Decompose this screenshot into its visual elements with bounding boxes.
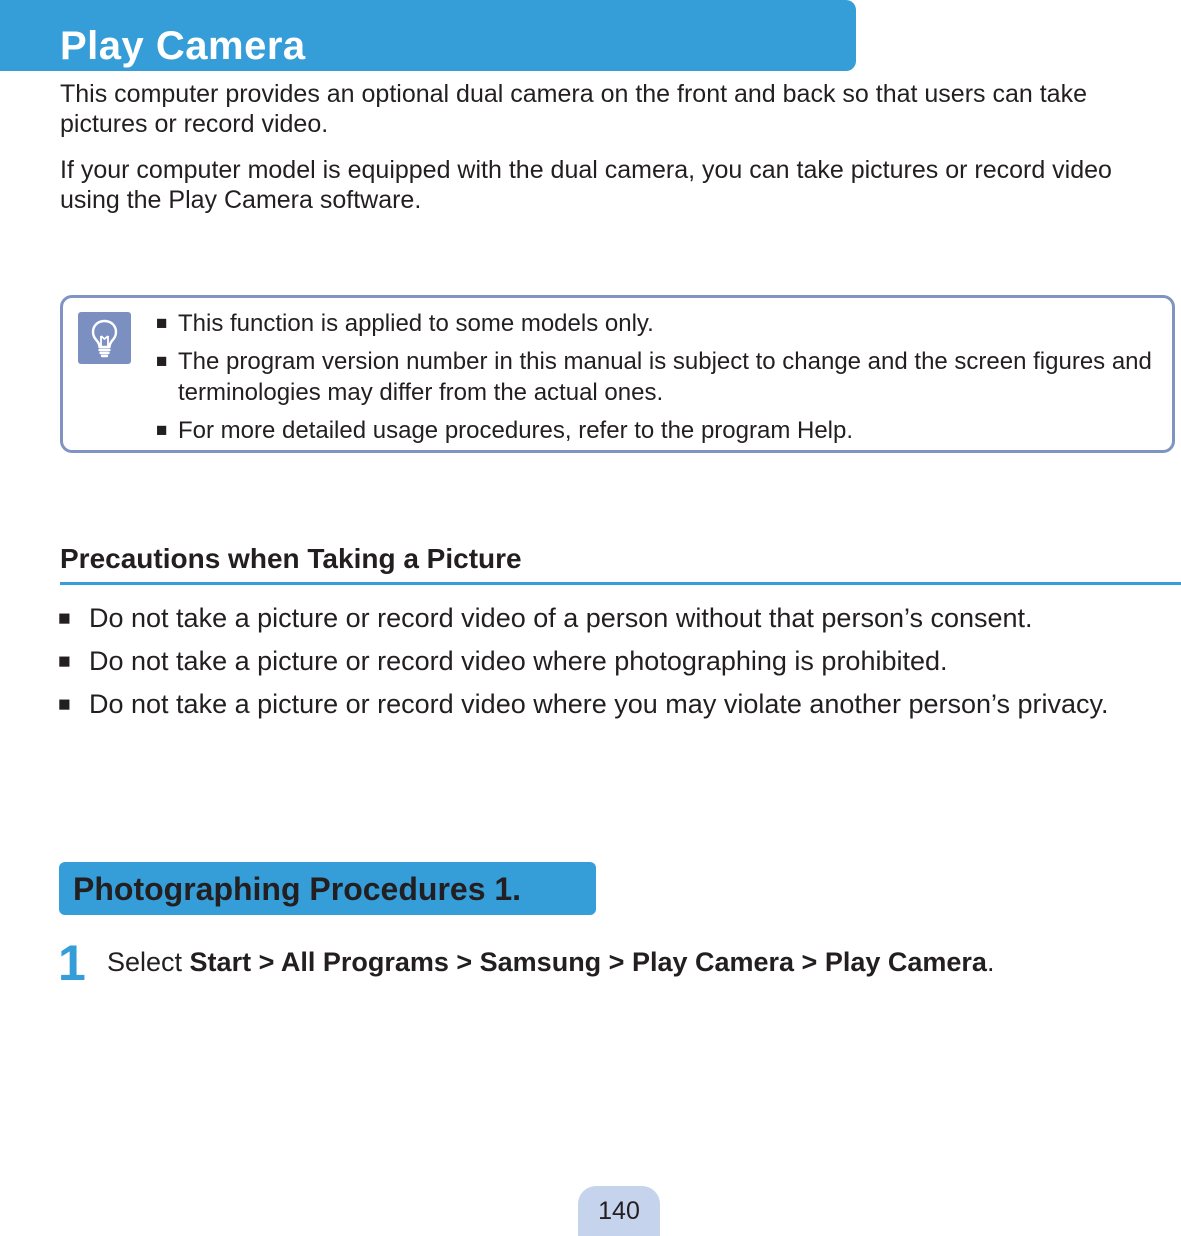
note-list <box>156 308 1156 453</box>
step-menu-path: Start > All Programs > Samsung > Play Camera > Play Camera <box>189 947 987 977</box>
title-bar <box>0 0 856 71</box>
note-item <box>156 346 1156 408</box>
section-divider <box>60 582 1181 585</box>
note-item <box>156 308 1156 339</box>
step-instruction <box>107 945 994 979</box>
precaution-item <box>58 689 1168 719</box>
note-box <box>60 295 1175 453</box>
intro-paragraph-1: This computer provides an optional dual camera on the front and back so that users can take pictures or record video. <box>60 80 1087 138</box>
bullet-icon: ■ <box>156 351 168 372</box>
note-item-text: The program version number in this manual is subject to change and the screen figures and terminologies may differ from the actual ones. <box>178 348 1152 406</box>
bullet-icon: ■ <box>58 693 71 716</box>
precaution-text: Do not take a picture or record video of a person without that person’s consent. <box>89 603 1033 633</box>
precaution-item <box>58 646 1168 676</box>
precaution-text: Do not take a picture or record video where photographing is prohibited. <box>89 646 948 676</box>
precautions-heading: Precautions when Taking a Picture <box>60 543 522 574</box>
bullet-icon: ■ <box>58 650 71 673</box>
lightbulb-icon <box>78 312 131 364</box>
bullet-icon: ■ <box>156 420 168 441</box>
page-number: 140 <box>598 1197 640 1225</box>
page-number-tab <box>578 1186 660 1236</box>
procedure-heading-bar <box>59 862 596 915</box>
intro-paragraph-2: If your computer model is equipped with the dual camera, you can take pictures or record video using the Play Camera software. <box>60 156 1112 214</box>
step-suffix: . <box>986 947 995 977</box>
note-item-text: This function is applied to some models only. <box>178 310 654 337</box>
precaution-text: Do not take a picture or record video where you may violate another person’s privacy. <box>89 689 1109 719</box>
procedure-heading: Photographing Procedures 1. <box>73 871 522 907</box>
page-title: Play Camera <box>60 24 306 68</box>
note-item <box>156 415 1156 446</box>
note-item-text: For more detailed usage procedures, refer to the program Help. <box>178 417 854 444</box>
precaution-item <box>58 603 1168 633</box>
step-number: 1 <box>58 935 86 991</box>
bullet-icon: ■ <box>58 607 71 630</box>
step-prefix: Select <box>107 947 190 977</box>
precautions-list <box>58 603 1168 732</box>
bullet-icon: ■ <box>156 313 168 334</box>
